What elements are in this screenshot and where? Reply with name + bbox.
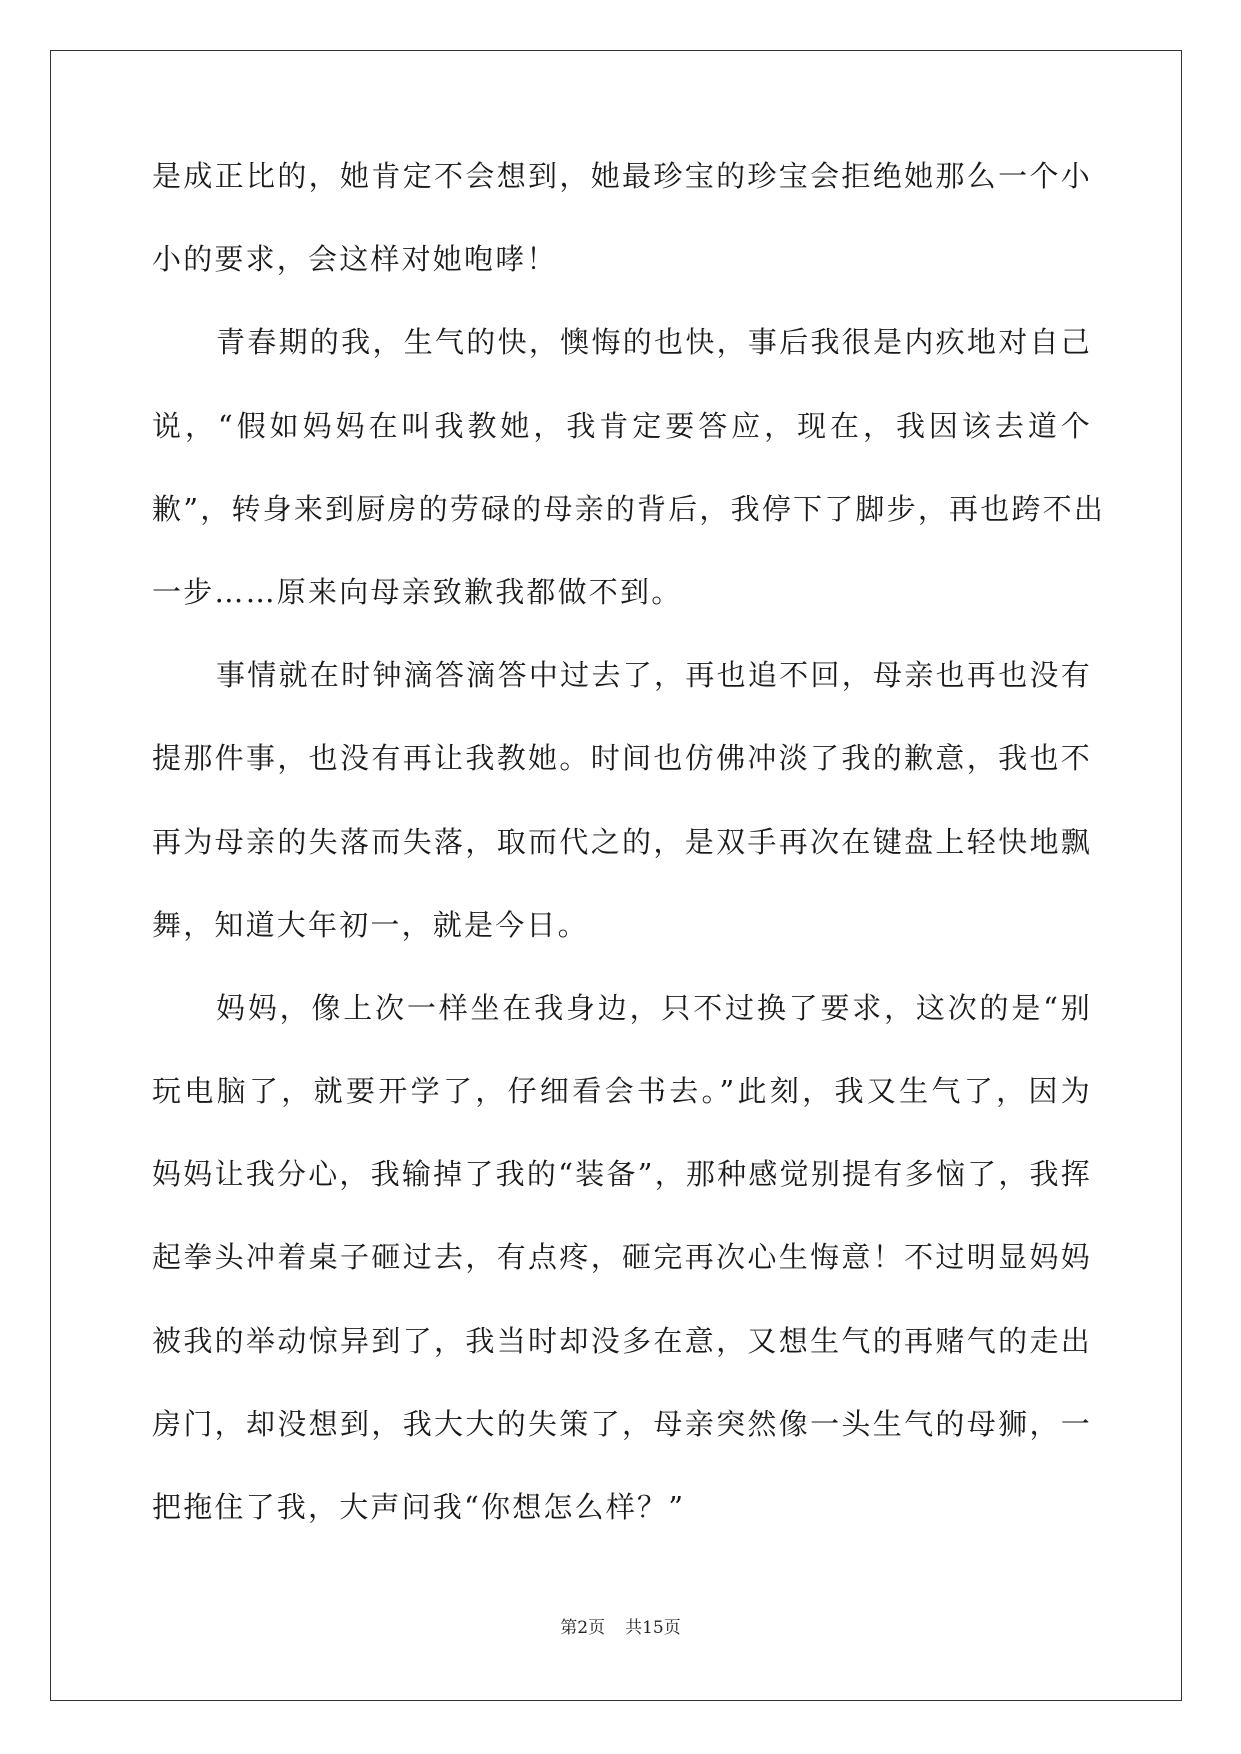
text-line: 把拖住了我，大声问我“你想怎么样？” xyxy=(152,1490,686,1524)
page-number: 第2页 xyxy=(560,1618,606,1638)
text-line: 一步……原来向母亲致歉我都做不到。 xyxy=(152,574,683,609)
text-line: 说，“假如妈妈在叫我教她，我肯定要答应，现在，我因该去道个 xyxy=(152,408,1092,443)
text-line: 舞，知道大年初一，就是今日。 xyxy=(152,907,589,942)
text-line: 被我的举动惊异到了，我当时却没多在意，又想生气的再赌气的走出 xyxy=(152,1323,1092,1358)
text-line: 歉”，转身来到厨房的劳碌的母亲的背后，我停下了脚步，再也跨不出 xyxy=(152,491,1106,526)
page-total: 共15页 xyxy=(625,1618,681,1638)
document-body xyxy=(152,159,1106,1576)
text-line: 事情就在时钟滴答滴答中过去了，再也追不回，母亲也再也没有 xyxy=(216,658,1092,693)
text-line: 青春期的我，生气的快，懊悔的也快，事后我很是内疚地对自己 xyxy=(216,325,1092,360)
text-line: 起拳头冲着桌子砸过去，有点疼，砸完再次心生悔意！不过明显妈妈 xyxy=(152,1240,1092,1275)
text-line: 小的要求，会这样对她咆哮！ xyxy=(152,242,558,277)
text-line: 是成正比的，她肯定不会想到，她最珍宝的珍宝会拒绝她那么一个小 xyxy=(152,159,1092,193)
text-line: 妈妈让我分心，我输掉了我的“装备”，那种感觉别提有多恼了，我挥 xyxy=(152,1157,1092,1192)
text-line: 玩电脑了，就要开学了，仔细看会书去。”此刻，我又生气了，因为 xyxy=(152,1074,1092,1109)
text-line: 妈妈，像上次一样坐在我身边，只不过换了要求，这次的是“别 xyxy=(216,990,1092,1025)
text-line: 提那件事，也没有再让我教她。时间也仿佛冲淡了我的歉意，我也不 xyxy=(152,741,1092,776)
text-line: 房门，却没想到，我大大的失策了，母亲突然像一头生气的母狮，一 xyxy=(152,1406,1092,1441)
page-footer xyxy=(0,1618,1241,1638)
text-line: 再为母亲的失落而失落，取而代之的，是双手再次在键盘上轻快地飘 xyxy=(152,824,1092,859)
